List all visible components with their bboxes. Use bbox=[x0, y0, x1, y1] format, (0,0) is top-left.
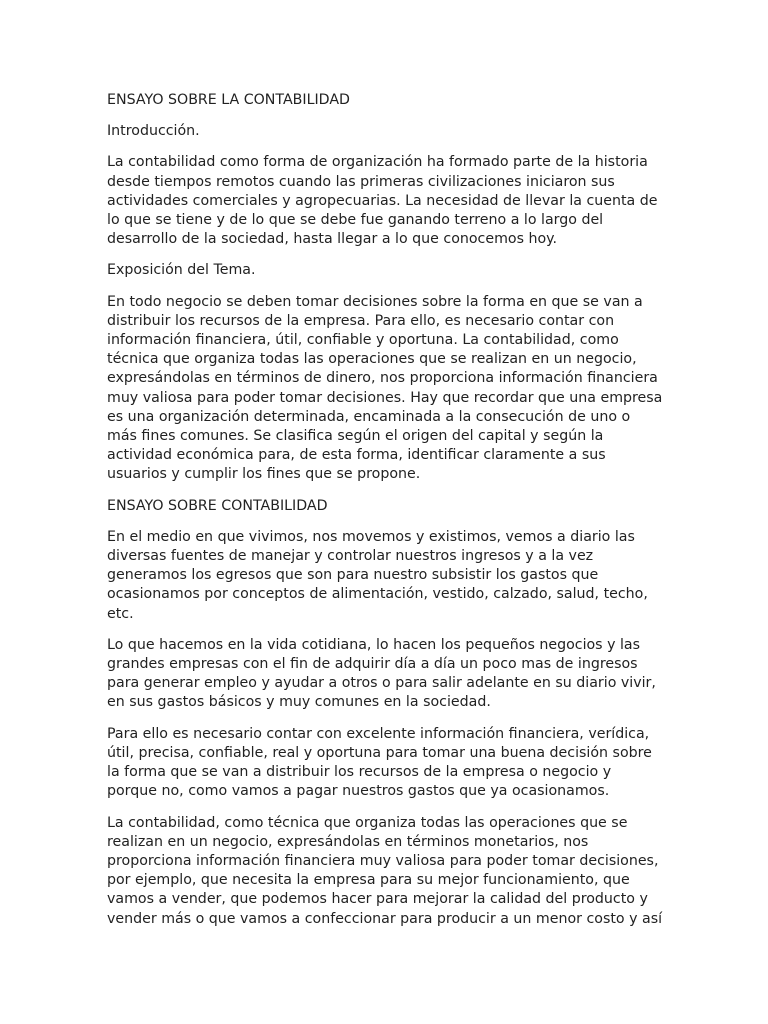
essay-paragraph-2: Lo que hacemos en la vida cotidiana, lo hacen los pequeños negocios y las grandes empresas con el fin de adquirir día a día un poco mas de ingresos para generar empleo y ayudar a otros o para salir adelante en su diario vivir, en sus gastos básicos y muy comunes en la sociedad. bbox=[107, 636, 656, 711]
document-page bbox=[107, 91, 663, 941]
intro-paragraph: La contabilidad como forma de organización ha formado parte de la historia desde tiempos remotos cuando las primeras civilizaciones iniciaron sus actividades comerciales y agropecuarias. La necesidad de llevar la cuenta de lo que se tiene y de lo que se debe fue ganando terreno a lo largo del desarrollo de la sociedad, hasta llegar a lo que conocemos hoy. bbox=[107, 154, 658, 248]
document-title: ENSAYO SOBRE LA CONTABILIDAD bbox=[107, 92, 350, 108]
essay-heading: ENSAYO SOBRE CONTABILIDAD bbox=[107, 497, 328, 514]
exposition-heading: Exposición del Tema. bbox=[107, 262, 256, 279]
intro-heading: Introducción. bbox=[107, 123, 200, 140]
exposition-paragraph: En todo negocio se deben tomar decisiones sobre la forma en que se van a distribuir los recursos de la empresa. Para ello, es necesario contar con información financiera, útil, confiable y oportuna. La contabilidad, como técnica que organiza todas las operaciones que se realizan en un negocio, expresándolas en términos de dinero, nos proporciona información financiera muy valiosa para poder tomar decisiones. Hay que recordar que una empresa es una organización determinada, encaminada a la consecución de uno o más fines comunes. Se clasifica según el origen del capital y según la actividad económica para, de esta forma, identificar claramente a sus usuarios y cumplir los fines que se propone. bbox=[107, 293, 663, 483]
essay-paragraph-1: En el medio en que vivimos, nos movemos y existimos, vemos a diario las diversas fuentes de manejar y controlar nuestros ingresos y a la vez generamos los egresos que son para nuestro subsistir los gastos que ocasionamos por conceptos de alimentación, vestido, calzado, salud, techo, etc. bbox=[107, 528, 648, 622]
essay-paragraph-4: La contabilidad, como técnica que organiza todas las operaciones que se realizan en un negocio, expresándolas en términos monetarios, nos proporciona información financiera muy valiosa para poder tomar decisiones, por ejemplo, que necesita la empresa para su mejor funcionamiento, que vamos a vender, que podemos hacer para mejorar la calidad del producto y vender más o que vamos a confeccionar para producir a un menor costo y así bbox=[107, 814, 663, 927]
essay-paragraph-3: Para ello es necesario contar con excelente información financiera, verídica, útil, precisa, confiable, real y oportuna para tomar una buena decisión sobre la forma que se van a distribuir los recursos de la empresa o negocio y porque no, como vamos a pagar nuestros gastos que ya ocasionamos. bbox=[107, 725, 652, 800]
